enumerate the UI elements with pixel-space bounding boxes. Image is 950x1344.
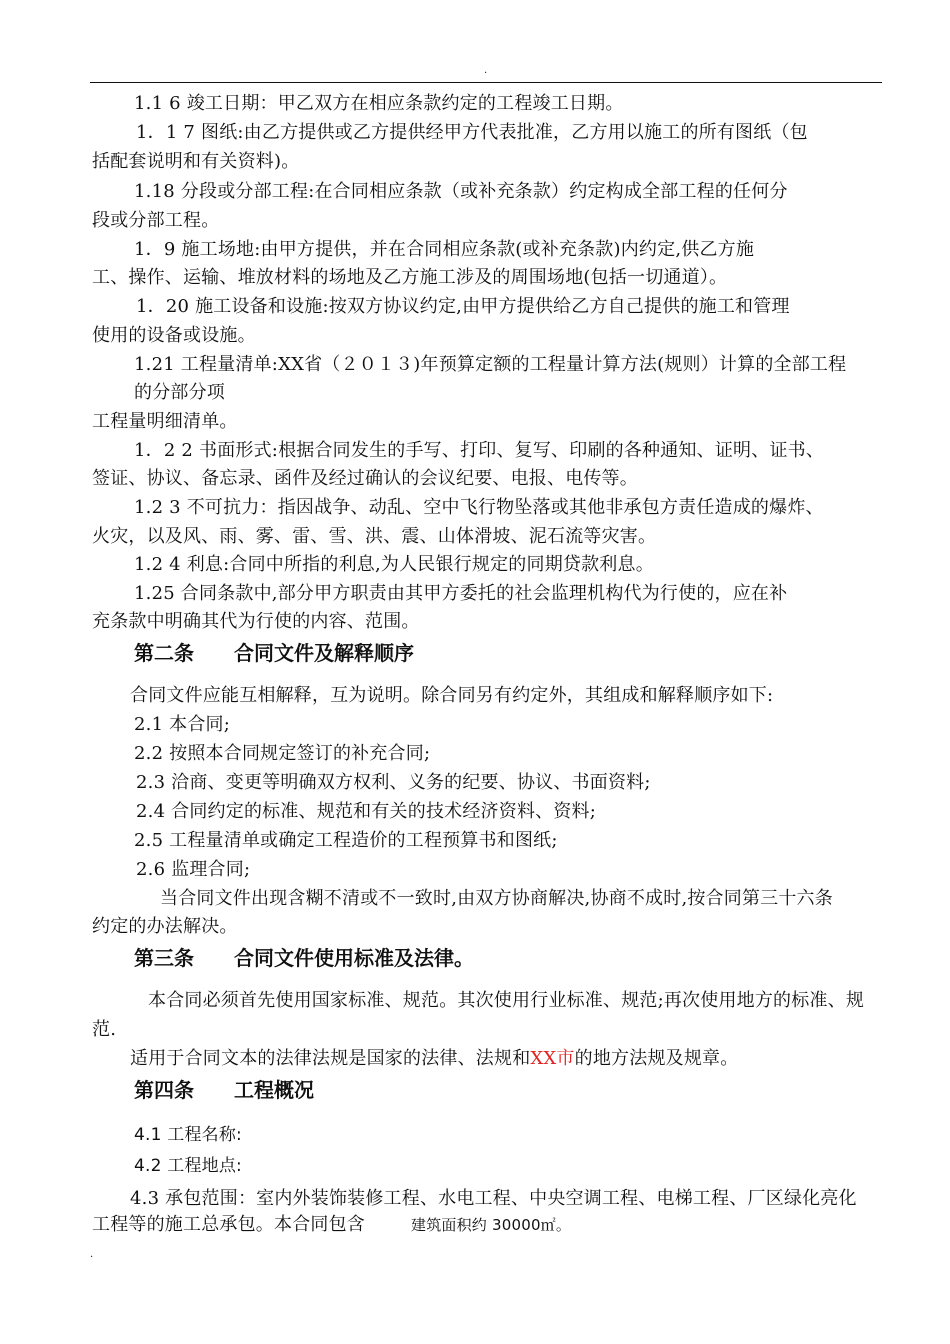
clause-1-20-cont: 使用的设备或设施。 [92,325,256,346]
clause-1-21: 1.21 工程量清单:XX省（２０１３)年预算定额的工程量计算方法(规则）计算的全部工程 [134,354,847,375]
clause-1-16: 1.1 6 竣工日期：甲乙双方在相应条款约定的工程竣工日期。 [134,93,624,114]
clause-1-23: 1.2 3 不可抗力：指因战争、动乱、空中飞行物坠落或其他非承包方责任造成的爆炸、 [134,497,824,518]
article-3-standards: 本合同必须首先使用国家标准、规范。其次使用行业标准、规范;再次使用地方的标准、规 [148,990,865,1011]
article-3-standards-cont: 范. [92,1019,117,1040]
clause-1-24: 1.2 4 利息:合同中所指的利息,为人民银行规定的同期贷款利息。 [134,554,654,575]
footer-mark: . [90,1249,94,1260]
article-3-law [130,1047,738,1071]
heading-number: 第二条 [134,641,194,665]
header-mark: . [484,65,488,76]
clause-2-1: 2.1 本合同; [134,714,231,735]
heading-article-2 [134,640,414,666]
article-2-intro: 合同文件应能互相解释，互为说明。除合同另有约定外，其组成和解释顺序如下: [130,685,774,706]
clause-1-21-cont: 的分部分项 [134,382,225,403]
clause-4-3-cont [92,1213,571,1237]
area-note: 建筑面积约 30000㎡。 [411,1216,572,1234]
clause-1-20: 1．20 施工设备和设施:按双方协议约定,由甲方提供给乙方自己提供的施工和管理 [136,296,790,317]
heading-number: 第三条 [134,946,194,970]
clause-1-25: 1.25 合同条款中,部分甲方职责由其甲方委托的社会监理机构代为行使的，应在补 [134,583,788,604]
clause-1-25-cont: 充条款中明确其代为行使的内容、范围。 [92,611,420,632]
clause-2-6: 2.6 监理合同; [136,859,251,880]
scope-text: 工程等的施工总承包。本合同包含 [92,1214,365,1235]
clause-1-22: 1．2 2 书面形式:根据合同发生的手写、打印、复写、印刷的各种通知、证明、证书、 [134,440,825,461]
clause-4-1: 4.1 工程名称: [134,1125,242,1145]
clause-4-3: 4.3 承包范围：室内外装饰装修工程、水电工程、中央空调工程、电梯工程、厂区绿化亮化 [130,1188,857,1209]
heading-title: 合同文件使用标准及法律。 [234,946,474,970]
clause-1-18-cont: 段或分部工程。 [92,210,220,231]
clause-1-18: 1.18 分段或分部工程:在合同相应条款（或补充条款）约定构成全部工程的任何分 [134,181,788,202]
clause-2-5: 2.5 工程量清单或确定工程造价的工程预算书和图纸; [134,830,558,851]
header-rule [90,82,882,83]
clause-2-2: 2.2 按照本合同规定签订的补充合同; [134,743,431,764]
article-2-note: 当合同文件出现含糊不清或不一致时,由双方协商解决,协商不成时,按合同第三十六条 [160,888,833,909]
heading-article-3 [134,945,474,971]
clause-4-2: 4.2 工程地点: [134,1156,242,1176]
clause-1-17: 1．1 7 图纸:由乙方提供或乙方提供经甲方代表批准，乙方用以施工的所有图纸（包 [136,122,808,143]
clause-1-21-cont2: 工程量明细清单。 [92,411,238,432]
clause-2-3: 2.3 洽商、变更等明确双方权利、义务的纪要、协议、书面资料; [136,772,651,793]
heading-title: 合同文件及解释顺序 [234,641,414,665]
city-placeholder: XX市 [530,1048,575,1069]
clause-2-4: 2.4 合同约定的标准、规范和有关的技术经济资料、资料; [136,801,597,822]
clause-1-17-cont: 括配套说明和有关资料)。 [92,151,300,172]
article-2-note-cont: 约定的办法解决。 [92,916,238,937]
law-text-before: 适用于合同文本的法律法规是国家的法律、法规和 [130,1048,531,1069]
heading-number: 第四条 [134,1078,194,1102]
law-text-after: 的地方法规及规章。 [574,1048,739,1069]
clause-1-22-cont: 签证、协议、备忘录、函件及经过确认的会议纪要、电报、电传等。 [92,468,638,489]
clause-1-9-cont: 工、操作、运输、堆放材料的场地及乙方施工涉及的周围场地(包括一切通道）。 [92,267,728,288]
clause-1-9: 1．9 施工场地:由甲方提供，并在合同相应条款(或补充条款)内约定,供乙方施 [134,239,755,260]
heading-title: 工程概况 [234,1078,314,1102]
heading-article-4 [134,1077,314,1103]
clause-1-23-cont: 火灾，以及风、雨、雾、雷、雪、洪、震、山体滑坡、泥石流等灾害。 [92,526,657,547]
